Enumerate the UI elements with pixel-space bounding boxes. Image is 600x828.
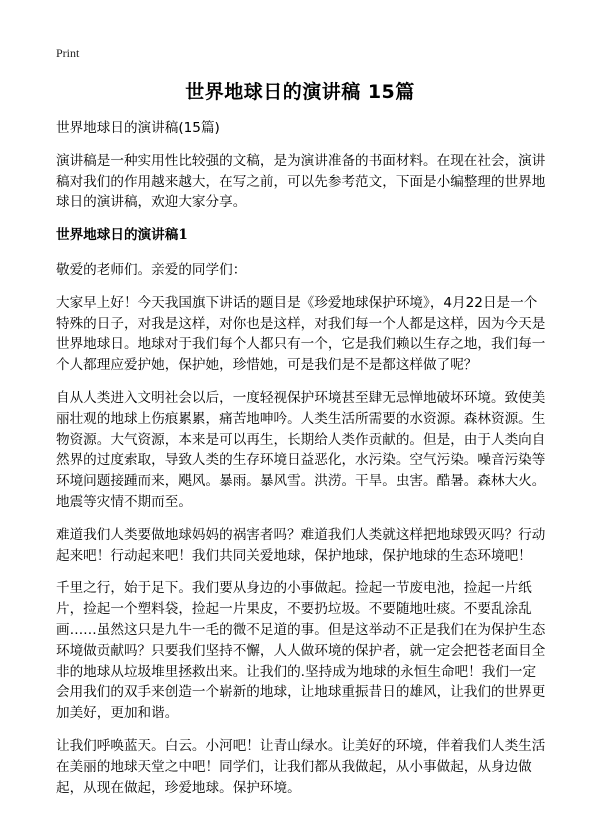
body-paragraph: 难道我们人类要做地球妈妈的祸害者吗？难道我们人类就这样把地球毁灭吗？行动起来吧！行动起来吧！我们共同关爱地球，保护地球，保护地球的生态环境吧！ xyxy=(56,526,546,564)
document-body xyxy=(56,118,546,810)
body-paragraph: 大家早上好！今天我国旗下讲话的题目是《珍爱地球保护环境》，4月22日是一个特殊的日子，对我是这样，对你也是这样，对我们每一个人都是这样，因为今天是世界地球日。地球对于我们每个人都只有一个，它是我们赖以生存之地，我们每一个人都理应爱护她，保护她，珍惜她，可是我们是不是都这样做了呢？ xyxy=(56,294,546,374)
body-paragraph: 让我们呼唤蓝天。白云。小河吧！让青山绿水。让美好的环境，伴着我们人类生活在美丽的地球天堂之中吧！同学们，让我们都从我做起，从小事做起，从身边做起，从现在做起，珍爱地球。保护环境。 xyxy=(56,737,546,796)
salutation-paragraph: 敬爱的老师们。亲爱的同学们： xyxy=(56,261,247,278)
body-paragraph: 千里之行，始于足下。我们要从身边的小事做起。捡起一节废电池，捡起一片纸片，捡起一个塑料袋，捡起一片果皮，不要扔垃圾。不要随地吐痰。不要乱涂乱画……虽然这只是九牛一毛的微不足道的事。但是这举动不正是我们在为保护生态环境做贡献吗？只要我们坚持不懈，人人做环境的保护者，就一定会把苍老面目全非的地球从垃圾堆里拯救出来。让我们的.坚持成为地球的永恒生命吧！我们一定会用我们的双手来创造一个崭新的地球，让地球重振昔日的雄风，让我们的世界更加美好，更加和谐。 xyxy=(56,580,546,722)
body-paragraph: 自从人类进入文明社会以后，一度轻视保护环境甚至肆无忌惮地破坏环境。致使美丽壮观的地球上伤痕累累，痛苦地呻吟。人类生活所需要的水资源。森林资源。生物资源。大气资源，本来是可以再生，长期给人类作贡献的。但是，由于人类向自然界的过度索取，导致人类的生存环境日益恶化，水污染。空气污染。噪音污染等环境问题接踵而来，飓风。暴雨。暴风雪。洪涝。干旱。虫害。酷暑。森林大火。地震等灾情不期而至。 xyxy=(56,389,546,510)
print-label: Print xyxy=(56,46,80,60)
page-title: 世界地球日的演讲稿 15篇 xyxy=(185,81,415,103)
intro-paragraph: 演讲稿是一种实用性比较强的文稿，是为演讲准备的书面材料。在现在社会，演讲稿对我们的作用越来越大，在写之前，可以先参考范文，下面是小编整理的世界地球日的演讲稿，欢迎大家分享。 xyxy=(56,152,546,211)
section-heading: 世界地球日的演讲稿1 xyxy=(56,227,188,244)
document-subtitle: 世界地球日的演讲稿(15篇) xyxy=(56,120,220,136)
